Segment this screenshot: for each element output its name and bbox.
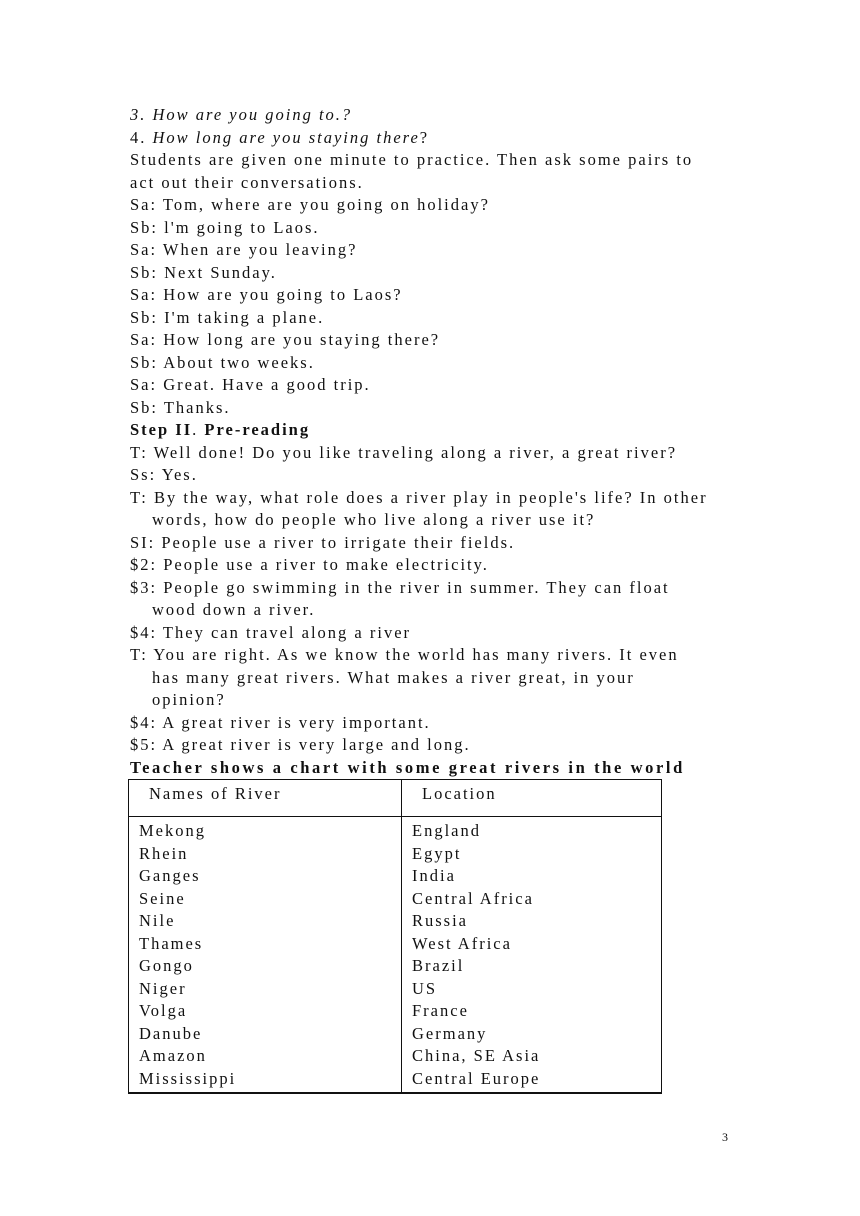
text-line: SI: People use a river to irrigate their fields.	[130, 532, 516, 552]
text-line: Ss: Yes.	[130, 465, 198, 484]
location-cell: England	[412, 821, 481, 840]
step-number: Step II	[130, 420, 193, 439]
river-name-cell: Ganges	[139, 866, 201, 885]
location-cell: Russia	[412, 911, 469, 930]
text-line: Sb: l'm going to Laos.	[130, 217, 320, 237]
text-line: has many great rivers. What makes a river great, in your	[152, 667, 635, 687]
river-name-cell: Danube	[139, 1023, 203, 1043]
text-line: Sb: Next Sunday.	[130, 262, 277, 282]
text-line: Sa: How are you going to Laos?	[130, 285, 403, 304]
discussion-block	[130, 442, 750, 757]
text-line: T: You are right. As we know the world has many rivers. It even	[130, 645, 679, 664]
dialogue-block	[130, 149, 750, 419]
step-heading	[130, 419, 750, 442]
text-line: Sb: About two weeks.	[130, 352, 315, 372]
river-name-cell: Rhein	[139, 843, 189, 863]
text-line: Sa: Great. Have a good trip.	[130, 375, 371, 394]
header-names-of-river: Names of River	[129, 780, 402, 817]
text-line: wood down a river.	[152, 600, 316, 619]
river-name-cell: Mississippi	[139, 1068, 237, 1088]
river-name-cell: Mekong	[139, 821, 206, 840]
text-line: Sa: When are you leaving?	[130, 240, 358, 259]
text-line: opinion?	[152, 690, 226, 709]
text-line: $5: A great river is very large and long.	[130, 735, 471, 754]
document-body	[130, 104, 750, 1094]
question-4-text: How long are you staying there	[152, 127, 420, 147]
question-4-number: 4.	[130, 127, 153, 147]
location-cell: Egypt	[412, 843, 462, 863]
question-4-mark: ?	[419, 127, 430, 147]
text-line: Sb: Thanks.	[130, 397, 231, 417]
location-cell: France	[412, 1001, 469, 1020]
river-name-cell: Thames	[139, 933, 204, 953]
location-cell: Germany	[412, 1023, 488, 1043]
step-separator: .	[192, 420, 205, 439]
text-line: T: Well done! Do you like traveling along a river, a great river?	[130, 442, 678, 462]
text-line: T: By the way, what role does a river play in people's life? In other	[130, 487, 708, 507]
location-cell: Central Africa	[412, 888, 534, 908]
step-title: Pre-reading	[204, 420, 311, 439]
location-cell: US	[412, 978, 438, 998]
header-location: Location	[402, 780, 662, 817]
rivers-table	[128, 779, 662, 1094]
river-name-cell: Seine	[139, 888, 186, 908]
text-line: $2: People use a river to make electricity.	[130, 555, 489, 574]
question-3: 3. How are you going to.?	[130, 105, 353, 124]
text-line: $4: They can travel along a river	[130, 622, 412, 642]
location-cell: China, SE Asia	[412, 1046, 541, 1065]
text-line: words, how do people who live along a river use it?	[152, 510, 596, 529]
text-line: $4: A great river is very important.	[130, 712, 431, 732]
table-header-row	[129, 780, 662, 817]
text-line: Sb: I'm taking a plane.	[130, 307, 325, 327]
river-name-cell: Gongo	[139, 956, 194, 975]
text-line: Sa: Tom, where are you going on holiday?	[130, 195, 490, 214]
text-line: Sa: How long are you staying there?	[130, 330, 441, 349]
location-cell: India	[412, 866, 456, 885]
location-cell: Brazil	[412, 956, 465, 975]
location-cell: West Africa	[412, 933, 512, 953]
text-line: $3: People go swimming in the river in summer. They can float	[130, 577, 670, 597]
question-4	[130, 127, 750, 150]
river-name-cell: Nile	[139, 911, 176, 930]
location-cell: Central Europe	[412, 1068, 541, 1088]
locations-column	[402, 817, 662, 1094]
river-name-cell: Niger	[139, 978, 187, 998]
text-line: Students are given one minute to practice. Then ask some pairs to	[130, 150, 694, 169]
rivers-column	[129, 817, 402, 1094]
river-name-cell: Amazon	[139, 1046, 207, 1065]
river-name-cell: Volga	[139, 1001, 188, 1020]
page-number: 3	[722, 1130, 728, 1144]
table-body-row	[129, 817, 662, 1094]
table-title: Teacher shows a chart with some great rivers in the world	[130, 757, 685, 777]
text-line: act out their conversations.	[130, 172, 364, 192]
